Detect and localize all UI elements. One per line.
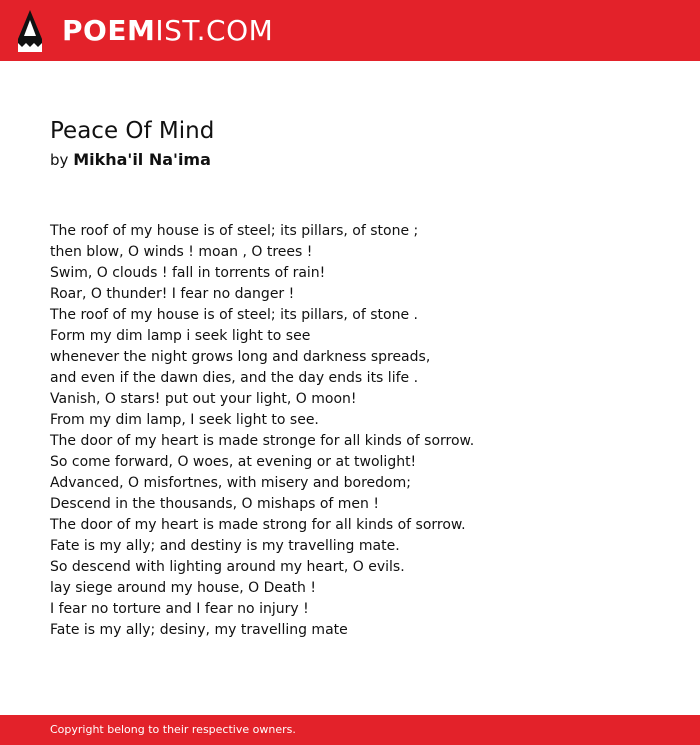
poem-line: whenever the night grows long and darkness spreads, — [50, 349, 431, 365]
poem-line: The roof of my house is of steel; its pillars, of stone . — [50, 307, 418, 323]
author-link[interactable]: Mikha'il Na'ima — [73, 150, 211, 169]
site-logo-text — [62, 14, 274, 47]
copyright-text: Copyright belong to their respective owners. — [50, 723, 296, 736]
poem-line: So descend with lighting around my heart, O evils. — [50, 559, 405, 575]
poem-line: Descend in the thousands, O mishaps of men ! — [50, 496, 379, 512]
poem-line: Vanish, O stars! put out your light, O moon! — [50, 391, 357, 407]
site-logo-link[interactable] — [17, 10, 273, 52]
poem-line: From my dim lamp, I seek light to see. — [50, 412, 319, 428]
poem-line: The roof of my house is of steel; its pillars, of stone ; — [50, 223, 419, 239]
poem-line: Advanced, O misfortnes, with misery and boredom; — [50, 475, 411, 491]
poem-byline — [50, 149, 670, 171]
by-label: by — [50, 151, 69, 169]
poem-content — [50, 115, 670, 641]
poem-line: Form my dim lamp i seek light to see — [50, 328, 311, 344]
logo-bold-text: POEM — [62, 14, 156, 47]
poem-line: I fear no torture and I fear no injury ! — [50, 601, 309, 617]
poem-line: Roar, O thunder! I fear no danger ! — [50, 286, 295, 302]
poem-line: The door of my heart is made stronge for all kinds of sorrow. — [50, 433, 475, 449]
site-header — [0, 0, 700, 61]
poem-line: then blow, O winds ! moan , O trees ! — [50, 244, 313, 260]
logo-light-text: IST.COM — [155, 14, 274, 47]
pencil-tip-icon — [17, 10, 43, 52]
poem-line: lay siege around my house, O Death ! — [50, 580, 316, 596]
poem-line: and even if the dawn dies, and the day ends its life . — [50, 370, 419, 386]
poem-title: Peace Of Mind — [50, 118, 215, 144]
poem-body — [50, 221, 670, 641]
poem-line: Fate is my ally; desiny, my travelling mate — [50, 622, 348, 638]
poem-line: The door of my heart is made strong for all kinds of sorrow. — [50, 517, 466, 533]
poem-line: Swim, O clouds ! fall in torrents of rain! — [50, 265, 326, 281]
poem-line: Fate is my ally; and destiny is my travelling mate. — [50, 538, 400, 554]
site-footer — [0, 715, 700, 745]
poem-line: So come forward, O woes, at evening or at twolight! — [50, 454, 417, 470]
